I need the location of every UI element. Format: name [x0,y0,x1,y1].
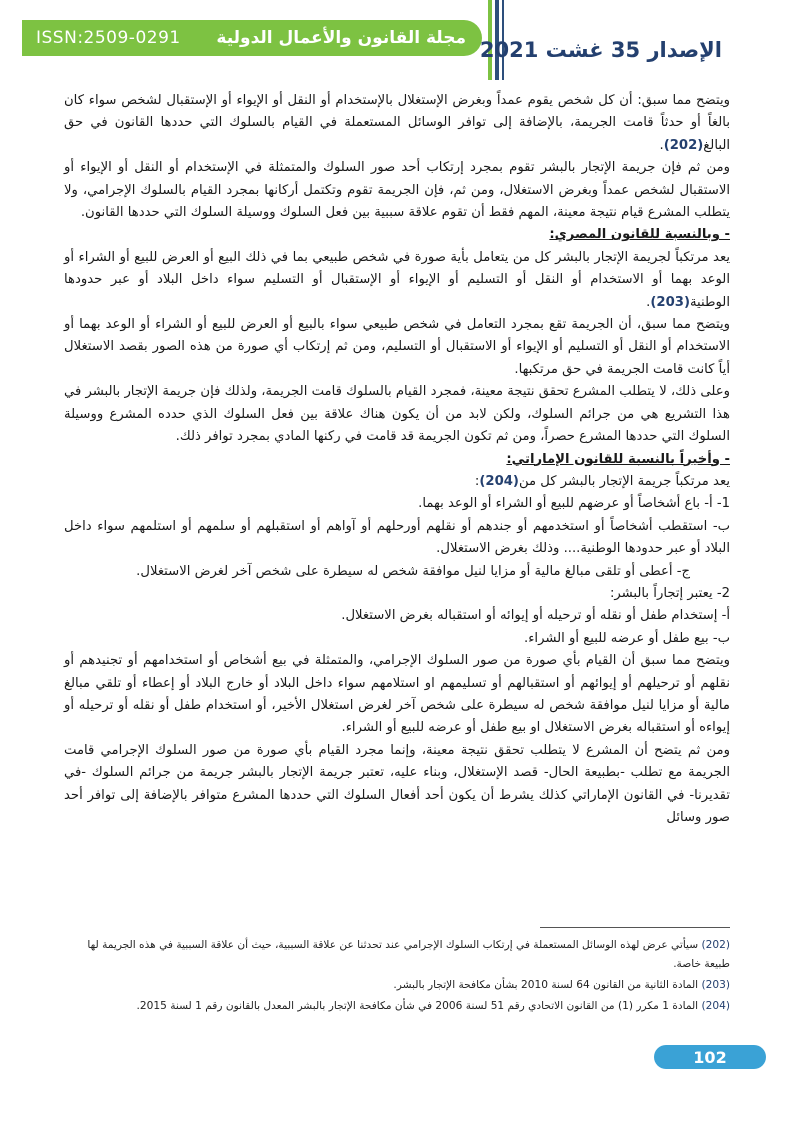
list-item: ب- استقطب أشخاصاً أو استخدمهم أو جندهم أو نقلهم أورحلهم أو آواهم أو استقبلهم أو سلمهم أو استلمهم سواء داخل البلاد أو عبر حدودها الوطنية.... وذلك بغرض الاستغلال. [64,518,730,557]
paragraph: ويتضح مما سبق، أن الجريمة تقع بمجرد التعامل في شخص طبيعي سواء بالبيع أو العرض للبيع أو الشراء أو الوعد بهما أو الاستخدام أو النقل أو التسليم أو الإيواء أو الاستقبال أو التسليم، ومن ثم إرتكاب أي صورة من هذه الصور بقصد الاستغلال أياً كانت قامت الجريمة في حق مرتكبها. [64,317,730,377]
journal-title: مجلة القانون والأعمال الدولية [216,28,466,48]
list-item: 1- أ- باع أشخاصاً أو عرضهم للبيع أو الشراء أو الوعد بهما. [418,496,730,512]
paragraph: يعد مرتكباً لجريمة الإتجار بالبشر كل من يتعامل بأية صورة في شخص طبيعي بما في ذلك البيع أو العرض للبيع أو الشراء أو الوعد بهما أو الاستخدام أو النقل أو التسليم أو الإيواء أو الإستقبال أو التسليم سواء داخل البلاد أو عبر حدودها الوطنية(203). [64,249,730,310]
page-number: 102 [654,1045,766,1069]
footnote-202: (202) سيأتي عرض لهذه الوسائل المستعملة في إرتكاب السلوك الإجرامي عند تحدثنا عن علاقة السببية، حيث أن علاقة السببية في هذه الجريمة لها طبيعة خاصة. [87,939,730,970]
footnote-203: (203) المادة الثانية من القانون 64 لسنة 2010 بشأن مكافحة الإتجار بالبشر. [393,979,730,991]
section-heading-egypt: - وبالنسبة للقانون المصري: [549,227,730,243]
issn-label: ISSN:2509-0291 [36,28,181,48]
issue-label: الإصدار 35 غشت 2021 [479,38,722,62]
paragraph: ومن ثم فإن جريمة الإتجار بالبشر تقوم بمجرد إرتكاب أحد صور السلوك والمتمثلة في الإستخدام أو النقل أو الإيواء أو الاستقبال لشخص عمداً وبغرض الاستغلال، ومن ثم، فإن الجريمة تقوم وتكتمل أركانها بمجرد القيام بالسلوك الإجرامي، ولا يتطلب المشرع قيام نتيجة معينة، المهم فقط أن تقوم علاقة سببية بين فعل السلوك ووسيلة السلوك التي حددها القانون. [64,160,730,221]
paragraph: ويتضح مما سبق: أن كل شخص يقوم عمداً وبغرض الإستغلال بالإستخدام أو النقل أو الإيواء أو الإستقبال لشخص سواء كان بالغاً أو حدثاً قامت الجريمة، بالإضافة إلى توافر الوسائل المستعملة في القيام بالسلوك التي حددها القانون في حق البالغ(202). [64,93,730,153]
article-body [64,90,730,829]
footnote-divider [540,927,730,928]
paragraph: وعلى ذلك، لا يتطلب المشرع تحقق نتيجة معينة، فمجرد القيام بالسلوك قامت الجريمة، ولذلك فإن جريمة الإتجار بالبشر في هذا التشريع هي من جرائم السلوك، ولكن لابد من أن يكون هناك علاقة بين فعل السلوك الذي حدده المشرع ووسيلة السلوك التي حددها المشرع حصراً، ومن ثم تكون الجريمة قد قامت في ركنها المادي بمجرد توافر ذلك. [64,384,730,445]
list-item: ب- بيع طفل أو عرضه للبيع أو الشراء. [524,630,730,646]
paragraph: ومن ثم يتضح أن المشرع لا يتطلب تحقق نتيجة معينة، وإنما مجرد القيام بأي صورة من صور السلوك الإجرامي قامت الجريمة مع تطلب -بطبيعة الحال- قصد الإستغلال، وبناء عليه، تعتبر جريمة الإتجار بالبشر جريمة من جرائم السلوك -في تقديرنا- في القانون الإماراتي كذلك يشرط أن يكون أحد أفعال السلوك التي حددها المشرع متوافر بالإضافة إلى توافر أحد صور وسائل [64,742,730,825]
footnote-ref-203[interactable]: (203) [650,294,690,310]
list-item: 2- يعتبر إتجاراً بالبشر: [609,585,730,601]
header-banner [22,20,482,56]
list-item: أ- إستخدام طفل أو نقله أو ترحيله أو إيوائه أو استقباله بغرض الاستغلال. [341,608,730,624]
paragraph: يعد مرتكباً جريمة الإتجار بالبشر كل من(204): [474,473,730,489]
page-header [0,0,794,80]
footnote-ref-202[interactable]: (202) [663,137,704,153]
footnotes [64,936,730,1018]
section-heading-uae: - وأخيراً بالنسبة للقانون الإماراتي: [506,451,730,467]
list-item: ج- أعطى أو تلقى مبالغ مالية أو مزايا لنيل موافقة شخص له سيطرة على شخص آخر لغرض الاستغلال. [136,563,690,579]
paragraph: ويتضح مما سبق أن القيام بأي صورة من صور السلوك الإجرامي، والمتمثلة في بيع أشخاص أو استخدامهم أو تجنيدهم أو نقلهم أو ترحيلهم أو إيوائهم أو استقبالهم أو تسليمهم او استلامهم سواء داخل البلاد أو خارج البلاد أو إعطاء أو تلقي مبالغ مالية أو مزايا لنيل موافقة شخص له سيطرة على شخص آخر لغرض استغلال الأخير، أو استخدام طفل أو نقله أو ترحيله أو إيواءه أو استقباله بغرض الاستغلال او بيع طفل أو عرضه للبيع أو الشراء. [64,653,730,736]
footnote-ref-204[interactable]: (204) [479,473,519,489]
footnote-204: (204) المادة 1 مكرر (1) من القانون الاتحادي رقم 51 لسنة 2006 في شأن مكافحة الإتجار بالبشر المعدل بالقانون رقم 1 لسنة 2015. [136,1000,730,1012]
